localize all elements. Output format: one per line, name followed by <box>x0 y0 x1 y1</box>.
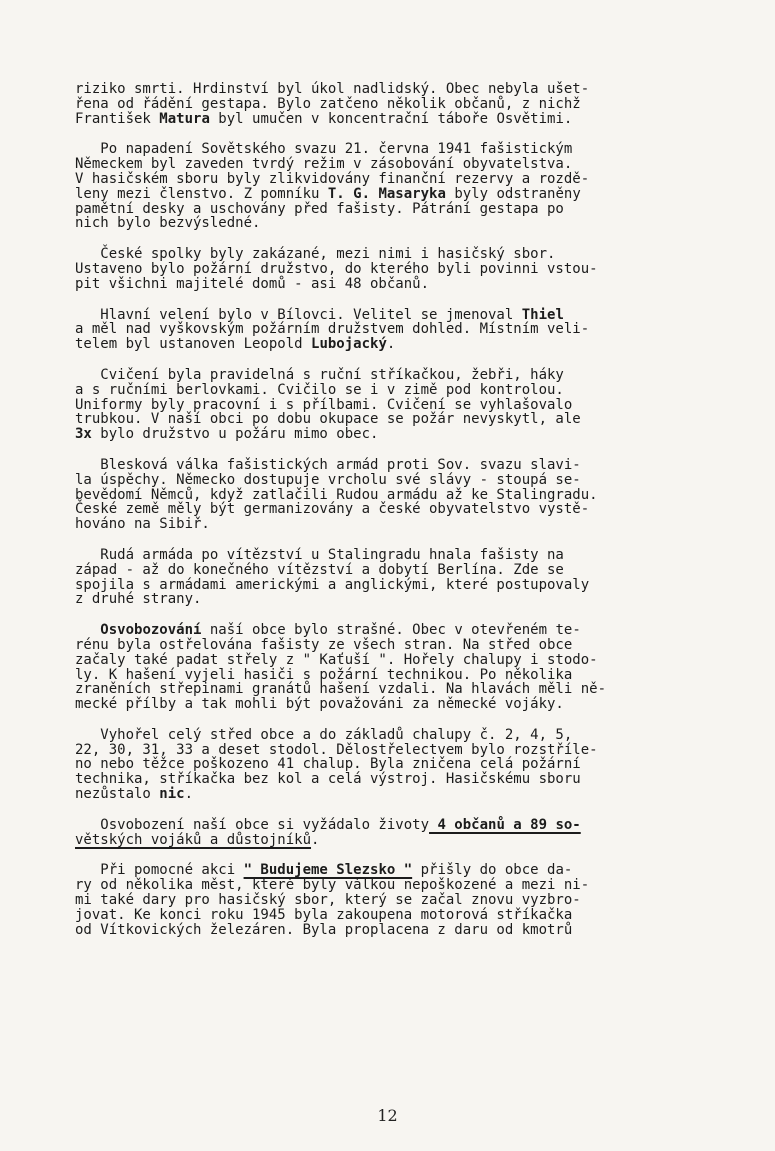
underlined-text: " Budujeme Slezsko " <box>243 862 413 879</box>
text-run: . <box>311 831 320 848</box>
body-text <box>75 82 715 953</box>
text-run: ry od několika měst, které byly válkou nepoškozené a mezi ni- <box>75 877 590 894</box>
text-run: rénu byla ostřelována fašisty ze všech stran. Na střed obce <box>75 636 573 653</box>
text-run: začaly také padat střely z " Kaťuší ". Hořely chalupy i stodo- <box>75 651 598 668</box>
text-run: řena od řádění gestapa. Bylo zatčeno několik občanů, z nichž <box>75 95 581 112</box>
text-run: byl umučen v koncentrační táboře Osvětimi. <box>209 110 573 127</box>
text-run: přišly do obce da- <box>412 862 573 879</box>
paragraph <box>75 548 715 607</box>
text-run: Při pomocné akci <box>75 862 244 879</box>
bold-text: Osvobozování <box>100 622 202 639</box>
text-run: Uniformy byly pracovní i s přílbami. Cvičení se vyhlašovalo <box>75 396 573 413</box>
text-run: la úspěchy. Německo dostupuje vrcholu své slávy - stoupá se- <box>75 471 581 488</box>
text-run: telem byl ustanoven Leopold <box>75 336 312 353</box>
text-run: a měl nad vyškovským požárním družstvem dohled. Místním veli- <box>75 321 590 338</box>
page-number: 12 <box>377 1106 398 1125</box>
text-run: ly. K hašení vyjeli hasiči s požární technikou. Po několika <box>75 666 573 683</box>
paragraph <box>75 458 715 532</box>
text-run: a s ručními berlovkami. Cvičilo se i v zimě pod kontrolou. <box>75 381 564 398</box>
text-run: riziko smrti. Hrdinství byl úkol nadlidský. Obec nebyla ušet- <box>75 81 590 97</box>
underlined-text: větských vojáků a důstojníků <box>75 831 312 848</box>
text-run: Rudá armáda po vítězství u Stalingradu hnala fašisty na <box>75 546 564 563</box>
paragraph <box>75 728 715 802</box>
text-run: no nebo těžce poškozeno 41 chalup. Byla zničena celá požární <box>75 756 581 773</box>
text-run: naší obce bylo strašné. Obec v otevřeném te- <box>201 622 581 639</box>
text-run: České země měly být germanizovány a české obyvatelstvo vystě- <box>75 501 590 518</box>
text-run: od Vítkovických železáren. Byla proplacena z daru od kmotrů <box>75 921 573 938</box>
bold-text: 3x <box>75 426 92 443</box>
text-run: České spolky byly zakázané, mezi nimi i hasičský sbor. <box>75 246 556 263</box>
text-run: zraněních střepinami granátů hašení vzdali. Na hlavách měli ně- <box>75 681 607 698</box>
paragraph <box>75 863 715 937</box>
text-run: leny mezi členstvo. Z pomníku <box>75 185 328 202</box>
text-run: trubkou. V naší obci po dobu okupace se požár nevyskytl, ale <box>75 411 581 428</box>
text-run: František <box>75 110 160 127</box>
text-run: bevědomí Němců, když zatlačili Rudou armádu až ke Stalingradu. <box>75 486 598 503</box>
text-run: nich bylo bezvýsledné. <box>75 215 261 232</box>
text-run: Osvobození naší obce si vyžádalo životy <box>75 816 430 833</box>
text-run: . <box>184 786 194 803</box>
text-run: . <box>386 336 396 353</box>
text-run: mi také dary pro hasičský sbor, který se začal znovu vyzbro- <box>75 892 581 909</box>
text-run: byly odstraněny <box>445 185 581 202</box>
text-run: Hlavní velení bylo v Bílovci. Velitel se jmenoval <box>75 306 522 323</box>
text-run: Německem byl zaveden tvrdý režim v zásobování obyvatelstva. <box>75 156 573 173</box>
text-run: pit všichni majitelé domů - asi 48 občanů. <box>75 275 430 292</box>
text-run: Ustaveno bylo požární družstvo, do kterého byli povinni vstou- <box>75 260 598 277</box>
paragraph <box>75 247 715 291</box>
text-run: bylo družstvo u požáru mimo obec. <box>91 426 379 443</box>
text-run: jovat. Ke konci roku 1945 byla zakoupena motorová stříkačka <box>75 906 573 923</box>
text-run: spojila s armádami americkými a anglickými, které postupovaly <box>75 576 590 593</box>
text-run: z druhé strany. <box>75 591 202 608</box>
paragraph <box>75 142 715 231</box>
text-run: Po napadení Sovětského svazu 21. června 1941 fašistickým <box>75 141 573 158</box>
bold-text: Lubojacký <box>311 336 387 353</box>
text-run: nezůstalo <box>75 786 160 803</box>
bold-text: Matura <box>159 110 210 127</box>
bold-text: T. G. Masaryka <box>327 185 446 202</box>
paragraph <box>75 623 715 712</box>
paragraph <box>75 818 715 848</box>
text-run: hováno na Sibiř. <box>75 516 210 533</box>
text-run: pamětní desky a uschovány před fašisty. Pátrání gestapa po <box>75 200 564 217</box>
underlined-text: 4 občanů a 89 so- <box>429 816 581 833</box>
bold-text: Thiel <box>521 306 564 323</box>
text-run: Cvičení byla pravidelná s ruční stříkačkou, žebři, háky <box>75 366 564 383</box>
text-run: Vyhořel celý střed obce a do základů chalupy č. 2, 4, 5, <box>75 726 573 743</box>
text-run: 22, 30, 31, 33 a deset stodol. Dělostřelectvem bylo rozstříle- <box>75 741 598 758</box>
text-run: mecké přílby a tak mohli být považováni za německé vojáky. <box>75 696 564 713</box>
paragraph <box>75 308 715 352</box>
text-run: Blesková válka fašistických armád proti Sov. svazu slavi- <box>75 456 581 473</box>
bold-text: nic <box>159 786 185 803</box>
text-run <box>75 622 100 638</box>
text-run: V hasičském sboru byly zlikvidovány finanční rezervy a rozdě- <box>75 170 590 187</box>
text-run: technika, stříkačka bez kol a celá výstroj. Hasičskému sboru <box>75 771 581 788</box>
paragraph <box>75 82 715 126</box>
paragraph <box>75 368 715 442</box>
text-run: západ - až do konečného vítězství a dobytí Berlína. Zde se <box>75 561 564 578</box>
